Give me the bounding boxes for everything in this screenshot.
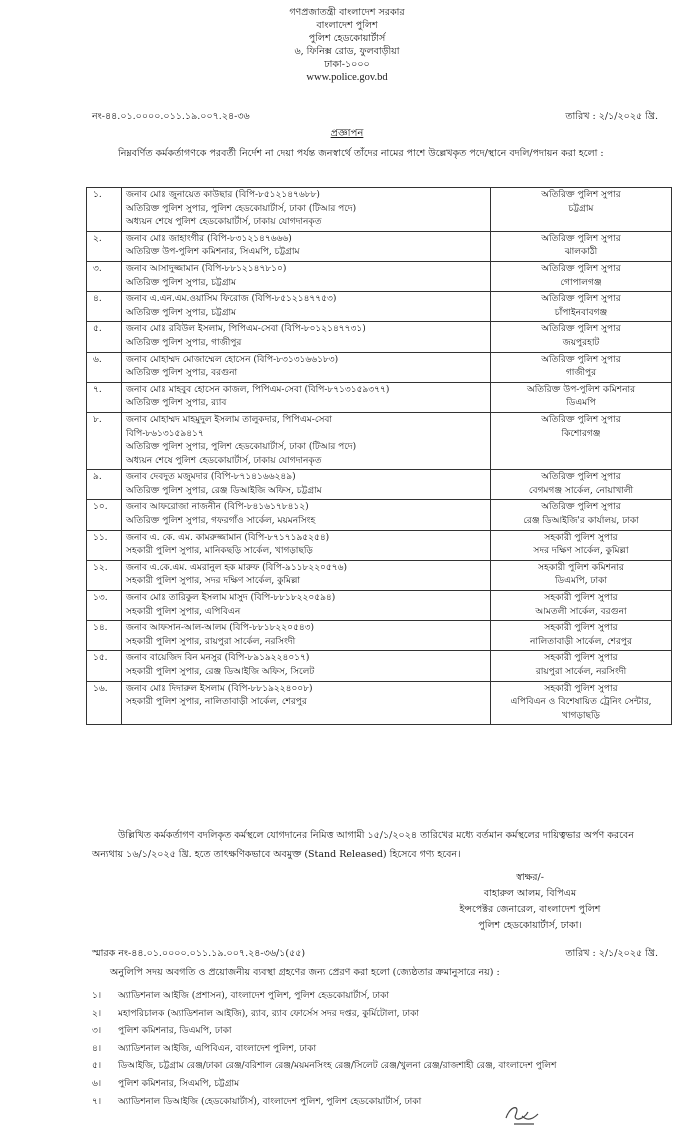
posting-line: চট্টগ্রাম <box>568 203 594 214</box>
officer-line: জনাব মোহাম্মদ মোজাম্মেল হোসেন (বিপি-৮৩১৩১৬৬১৮৩) <box>126 354 339 365</box>
officer-line: সহকারী পুলিশ সুপার, রেঞ্জ ডিআইজি অফিস, সিলেট <box>126 667 315 677</box>
posting-line: সহকারী পুলিশ সুপার <box>544 623 618 634</box>
posting-line: অতিরিক্ত পুলিশ সুপার <box>541 190 621 200</box>
posting-line: অতিরিক্ত উপ-পুলিশ কমিশনার <box>526 384 636 395</box>
posting-line: রায়পুরা সার্কেল, নরসিংদী <box>535 667 627 677</box>
officer-line: জনাব এ.কে.এম. এমরানুল হক মারুফ (বিপি-৯১১৮২২০৫৭৬) <box>126 562 347 573</box>
posting-line: সহকারী পুলিশ সুপার <box>544 532 618 543</box>
signatory-office: পুলিশ হেডকোয়ার্টার্স, ঢাকা। <box>478 920 582 931</box>
header-government: গণপ্রজাতন্ত্রী বাংলাদেশ সরকার <box>289 7 405 18</box>
document-title <box>0 126 694 143</box>
signature-block <box>420 870 640 934</box>
memo-number: স্মারক নং-৪৪.০১.০০০০.০১১.১৯.০০৭.২৪-৩৬/১(৫৫) <box>92 948 306 959</box>
officer-line: অধ্যয়ন শেষে পুলিশ হেডকোয়ার্টার্স, ঢাকায় যোগদানকৃত <box>126 217 322 228</box>
row-serial: ১৪. <box>87 621 122 651</box>
officer-line: জনাব মোঃ জাহাংগীর (বিপি-৮৩১২১৪৭৬৬৬) <box>126 233 292 244</box>
posting-line: খাগড়াছড়ি <box>562 710 600 721</box>
row-serial: ১৩. <box>87 591 122 621</box>
new-posting <box>491 382 672 412</box>
memo-line <box>92 947 658 962</box>
reference-date: তারিখ : ২/১/২০২৫ খ্রি. <box>565 111 658 122</box>
table-row <box>87 651 672 681</box>
officer-details <box>122 500 491 530</box>
table-row <box>87 681 672 725</box>
officer-details <box>122 470 491 500</box>
table-row <box>87 188 672 232</box>
officer-details <box>122 681 491 725</box>
table-row <box>87 231 672 261</box>
table-row <box>87 322 672 352</box>
posting-line: ডিএমপি <box>566 398 596 409</box>
officer-line: সহকারী পুলিশ সুপার, এপিবিএন <box>126 606 241 617</box>
posting-line: চাঁপাইনবাবগঞ্জ <box>554 307 608 318</box>
officer-line: জনাব মোঃ রবিউল ইসলাম, পিপিএম-সেবা (বিপি-৮০১২১৪৭৭৩১) <box>126 324 366 335</box>
row-serial: ২. <box>87 231 122 261</box>
row-serial: ৮. <box>87 412 122 469</box>
posting-line: জয়পুরহাট <box>562 337 600 348</box>
list-item <box>92 1023 556 1041</box>
list-text: অ্যাডিশনাল ডিআইজি (হেডকোয়ার্টার্স), বাংলাদেশ পুলিশ, পুলিশ হেডকোয়ার্টার্স, ঢাকা <box>118 1096 422 1107</box>
posting-line: অতিরিক্ত পুলিশ সুপার <box>541 263 621 274</box>
header-hq: পুলিশ হেডকোয়ার্টার্স <box>308 33 386 44</box>
officer-line: অতিরিক্ত উপ-পুলিশ কমিশনার, সিএমপি, চট্টগ্রাম <box>126 247 300 258</box>
row-serial: ৬. <box>87 352 122 382</box>
new-posting <box>491 530 672 560</box>
list-item <box>92 1006 556 1024</box>
new-posting <box>491 412 672 469</box>
officer-line: সহকারী পুলিশ সুপার, সদর দক্ষিণ সার্কেল, কুমিল্লা <box>126 576 301 587</box>
table-row <box>87 470 672 500</box>
row-serial: ১. <box>87 188 122 232</box>
posting-line: গোপালগঞ্জ <box>560 277 602 288</box>
officer-details <box>122 292 491 322</box>
posting-line: সহকারী পুলিশ কমিশনার <box>538 562 624 573</box>
new-posting <box>491 651 672 681</box>
list-item <box>92 1041 556 1059</box>
officer-line: জনাব আফরোজা নাজনীন (বিপি-৮৪১৬১৭৮৪১২) <box>126 502 309 513</box>
document-title-text: প্রজ্ঞাপন <box>330 128 364 139</box>
officer-line: অতিরিক্ত পুলিশ সুপার, গফরগাঁও সার্কেল, ময়মনসিংহ <box>126 516 316 527</box>
table-row <box>87 591 672 621</box>
officer-details <box>122 261 491 291</box>
list-number: ৫। <box>92 1061 102 1072</box>
table-row <box>87 412 672 469</box>
list-item <box>92 1058 556 1076</box>
officer-details <box>122 231 491 261</box>
new-posting <box>491 591 672 621</box>
officer-line: জনাব এ. কে. এম. কামরুজ্জামান (বিপি-৮৭১৭১৯৫২৫৪) <box>126 532 330 543</box>
header-city: ঢাকা-১০০০ <box>324 59 370 70</box>
distribution-list <box>92 988 556 1111</box>
officer-line: অতিরিক্ত পুলিশ সুপার, রেঞ্জ ডিআইজি অফিস, চট্টগ্রাম <box>126 485 322 496</box>
list-number: ১। <box>92 991 102 1001</box>
list-number: ৩। <box>92 1026 102 1037</box>
header-police: বাংলাদেশ পুলিশ <box>316 20 378 31</box>
row-serial: ১৫. <box>87 651 122 681</box>
list-item <box>92 1094 556 1112</box>
posting-line: নালিতাবাড়ী সার্কেল, শেরপুর <box>530 636 632 647</box>
intro-paragraph: নিম্নবর্ণিত কর্মকর্তাগণকে পরবর্তী নির্দেশ না দেয়া পর্যন্ত জনস্বার্থে তাঁদের নামের পাশে উল্লেখকৃত পদে/স্থানে বদলি/পদায়ন করা হলো : <box>118 148 604 159</box>
letterhead <box>0 0 694 84</box>
posting-line: সহকারী পুলিশ সুপার <box>544 683 618 694</box>
list-text: অ্যাডিশনাল আইজি, এপিবিএন, বাংলাদেশ পুলিশ, ঢাকা <box>118 1043 317 1054</box>
officer-line: অতিরিক্ত পুলিশ সুপার, পুলিশ হেডকোয়ার্টার্স, ঢাকা (টিআর পদে) <box>126 442 357 453</box>
officer-details <box>122 560 491 590</box>
list-text: মহাপরিচালক (অ্যাডিশনাল আইজি), র‍্যাব, র‍্যাব ফোর্সেস সদর দপ্তর, কুর্মিটোলা, ঢাকা <box>118 1008 420 1019</box>
row-serial: ১০. <box>87 500 122 530</box>
table-row <box>87 530 672 560</box>
list-item <box>92 988 556 1006</box>
posting-line: অতিরিক্ত পুলিশ সুপার <box>541 472 621 483</box>
posting-line: সহকারী পুলিশ সুপার <box>544 653 618 664</box>
list-number: ২। <box>92 1008 102 1019</box>
signatory-name: বাহারুল আলম, বিপিএম <box>483 888 577 899</box>
officer-line: সহকারী পুলিশ সুপার, নালিতাবাড়ী সার্কেল, শেরপুর <box>126 697 307 708</box>
officer-details <box>122 322 491 352</box>
table-row <box>87 352 672 382</box>
officer-line: জনাব মোঃ মাহবুব হোসেন কাজল, পিপিএম-সেবা (বিপি-৮৭১৩১৫৯৩৭৭) <box>126 384 390 395</box>
officer-line: জনাব আসাদুজ্জামান (বিপি-৮৮১২১৪৭৮১০) <box>126 263 287 274</box>
officer-details <box>122 591 491 621</box>
transfer-table <box>86 187 672 725</box>
table-row <box>87 292 672 322</box>
officer-details <box>122 621 491 651</box>
row-serial: ১২. <box>87 560 122 590</box>
new-posting <box>491 322 672 352</box>
row-serial: ৪. <box>87 292 122 322</box>
officer-line: জনাব মোঃ জুনায়েত কাউছার (বিপি-৮৫১২১৪৭৬৮৮) <box>126 190 320 200</box>
reference-number: নং-৪৪.০১.০০০০.০১১.১৯.০০৭.২৪-৩৬ <box>92 111 250 122</box>
posting-line: সদর দক্ষিণ সার্কেল, কুমিল্লা <box>533 546 629 557</box>
officer-details <box>122 352 491 382</box>
list-text: ডিআইজি, চট্টগ্রাম রেঞ্জ/ঢাকা রেঞ্জ/বরিশাল রেঞ্জ/ময়মনসিংহ রেঞ্জ/সিলেট রেঞ্জ/খুলনা রেঞ্জ/রাজশাহী রেঞ্জ, বাংলাদেশ পুলিশ <box>118 1061 557 1072</box>
row-serial: ৫. <box>87 322 122 352</box>
officer-line: বিপি-৮৬১৩১৫৯৪১৭ <box>126 428 204 439</box>
new-posting <box>491 470 672 500</box>
posting-line: অতিরিক্ত পুলিশ সুপার <box>541 414 621 425</box>
officer-line: জনাব মোঃ তারিকুল ইসলাম মাসুদ (বিপি-৮৮১৮২২০৫৯৪) <box>126 593 336 604</box>
posting-line: এপিবিএন ও বিশেষায়িত ট্রেনিং সেন্টার, <box>510 697 652 708</box>
posting-line: রেঞ্জ ডিআইজি'র কার্যালয়, ঢাকা <box>523 516 639 527</box>
new-posting <box>491 231 672 261</box>
new-posting <box>491 292 672 322</box>
officer-line: জনাব এ.এন.এম.ওয়াসিম ফিরোজ (বিপি-৮৫১২১৪৭৭৫৩) <box>126 294 337 305</box>
signature-mark: স্বাক্ষর/- <box>516 872 544 883</box>
list-number: ৬। <box>92 1078 102 1089</box>
officer-line: জনাব মোঃ দিদারুল ইসলাম (বিপি-৮৮১৯২২৪০০৮) <box>126 683 313 694</box>
posting-line: বেগমগঞ্জ সার্কেল, নোয়াখালী <box>528 485 634 496</box>
posting-line: আমতলী সার্কেল, বরগুনা <box>535 606 627 617</box>
signatory-title: ইন্সপেক্টর জেনারেল, বাংলাদেশ পুলিশ <box>459 904 601 915</box>
new-posting <box>491 352 672 382</box>
officer-line: সহকারী পুলিশ সুপার, মানিকছড়ি সার্কেল, খাগড়াছড়ি <box>126 546 313 557</box>
officer-line: অতিরিক্ত পুলিশ সুপার, পুলিশ হেডকোয়ার্টার্স, ঢাকা (টিআর পদে) <box>126 203 357 214</box>
officer-line: অতিরিক্ত পুলিশ সুপার, র‍্যাব <box>126 398 227 409</box>
new-posting <box>491 188 672 232</box>
row-serial: ৯. <box>87 470 122 500</box>
officer-line: অধ্যয়ন শেষে পুলিশ হেডকোয়ার্টার্স, ঢাকায় যোগদানকৃত <box>126 455 322 466</box>
posting-line: অতিরিক্ত পুলিশ সুপার <box>541 233 621 244</box>
posting-line: অতিরিক্ত পুলিশ সুপার <box>541 324 621 335</box>
posting-line: অতিরিক্ত পুলিশ সুপার <box>541 354 621 365</box>
list-text: পুলিশ কমিশনার, সিএমপি, চট্টগ্রাম <box>118 1078 240 1089</box>
posting-line: অতিরিক্ত পুলিশ সুপার <box>541 502 621 513</box>
posting-line: ঝালকাঠী <box>564 247 598 258</box>
list-number: ৪। <box>92 1043 102 1054</box>
row-serial: ৩. <box>87 261 122 291</box>
posting-line: কিশোরগঞ্জ <box>561 428 601 439</box>
officer-details <box>122 188 491 232</box>
officer-line: সহকারী পুলিশ সুপার, রায়পুরা সার্কেল, নরসিংদী <box>126 636 296 647</box>
posting-line: সহকারী পুলিশ সুপার <box>544 593 618 604</box>
new-posting <box>491 560 672 590</box>
list-item <box>92 1076 556 1094</box>
officer-details <box>122 651 491 681</box>
officer-details <box>122 382 491 412</box>
officer-details <box>122 530 491 560</box>
list-text: অ্যাডিশনাল আইজি (প্রশাসন), বাংলাদেশ পুলিশ, পুলিশ হেডকোয়ার্টার্স, ঢাকা <box>118 991 390 1001</box>
table-row <box>87 560 672 590</box>
new-posting <box>491 681 672 725</box>
new-posting <box>491 500 672 530</box>
row-serial: ৭. <box>87 382 122 412</box>
table-row <box>87 261 672 291</box>
officer-line: অতিরিক্ত পুলিশ সুপার, চট্টগ্রাম <box>126 277 237 288</box>
table-row <box>87 382 672 412</box>
new-posting <box>491 621 672 651</box>
release-paragraph: উল্লিখিত কর্মকর্তাগণ বদলিকৃত কর্মস্থলে যোগদানের নিমিত্ত আগামী ১৫/১/২০২৪ তারিখের মধ্যে বর্তমান কর্মস্থলের দায়িত্বভার অর্পণ করবেন অন্যথায় ১৬/১/২০২৫ খ্রি. হতে তাৎক্ষণিকভাবে অবমুক্ত (Stand Released) হিসেবে গণ্য হবেন। <box>92 830 634 860</box>
officer-line: অতিরিক্ত পুলিশ সুপার, বরগুনা <box>126 368 238 379</box>
table-row <box>87 621 672 651</box>
row-serial: ১১. <box>87 530 122 560</box>
officer-line: জনাব মোহাম্মদ মাহমুদুল ইসলাম তালুকদার, পিপিএম-সেবা <box>126 414 333 425</box>
memo-date: তারিখ : ২/১/২০২৫ খ্রি. <box>565 948 658 959</box>
reference-line <box>92 110 658 125</box>
posting-line: অতিরিক্ত পুলিশ সুপার <box>541 294 621 305</box>
list-number: ৭। <box>92 1096 102 1107</box>
officer-line: জনাব বায়েজিদ বিন মনসুর (বিপি-৮৯১৯২২৪০১৭) <box>126 653 310 664</box>
table-row <box>87 500 672 530</box>
header-address: ৬, ফিনিক্স রোড, ফুলবাড়ীয়া <box>294 46 400 57</box>
new-posting <box>491 261 672 291</box>
posting-line: গাজীপুর <box>565 368 597 379</box>
officer-line: অতিরিক্ত পুলিশ সুপার, গাজীপুর <box>126 337 242 348</box>
list-text: পুলিশ কমিশনার, ডিএমপি, ঢাকা <box>118 1026 232 1037</box>
officer-line: জনাব দেবদুত মজুমদার (বিপি-৮৭১৪১৬৬২৪৯) <box>126 472 296 483</box>
copy-heading: অনুলিপি সদয় অবগতি ও প্রয়োজনীয় ব্যবস্থা গ্রহণের জন্য প্রেরণ করা হলো (জ্যেষ্ঠতার ক্রমানুসারে নয়) : <box>110 967 500 978</box>
officer-line: অতিরিক্ত পুলিশ সুপার, চট্টগ্রাম <box>126 307 237 318</box>
row-serial: ১৬. <box>87 681 122 725</box>
handwritten-initial <box>500 1100 540 1128</box>
officer-line: জনাব আফসান-আল-আলম (বিপি-৮৮১৮২২০৫৪৩) <box>126 623 315 634</box>
officer-details <box>122 412 491 469</box>
posting-line: ডিএমপি, ঢাকা <box>554 576 608 587</box>
header-website[interactable]: www.police.gov.bd <box>306 72 388 83</box>
